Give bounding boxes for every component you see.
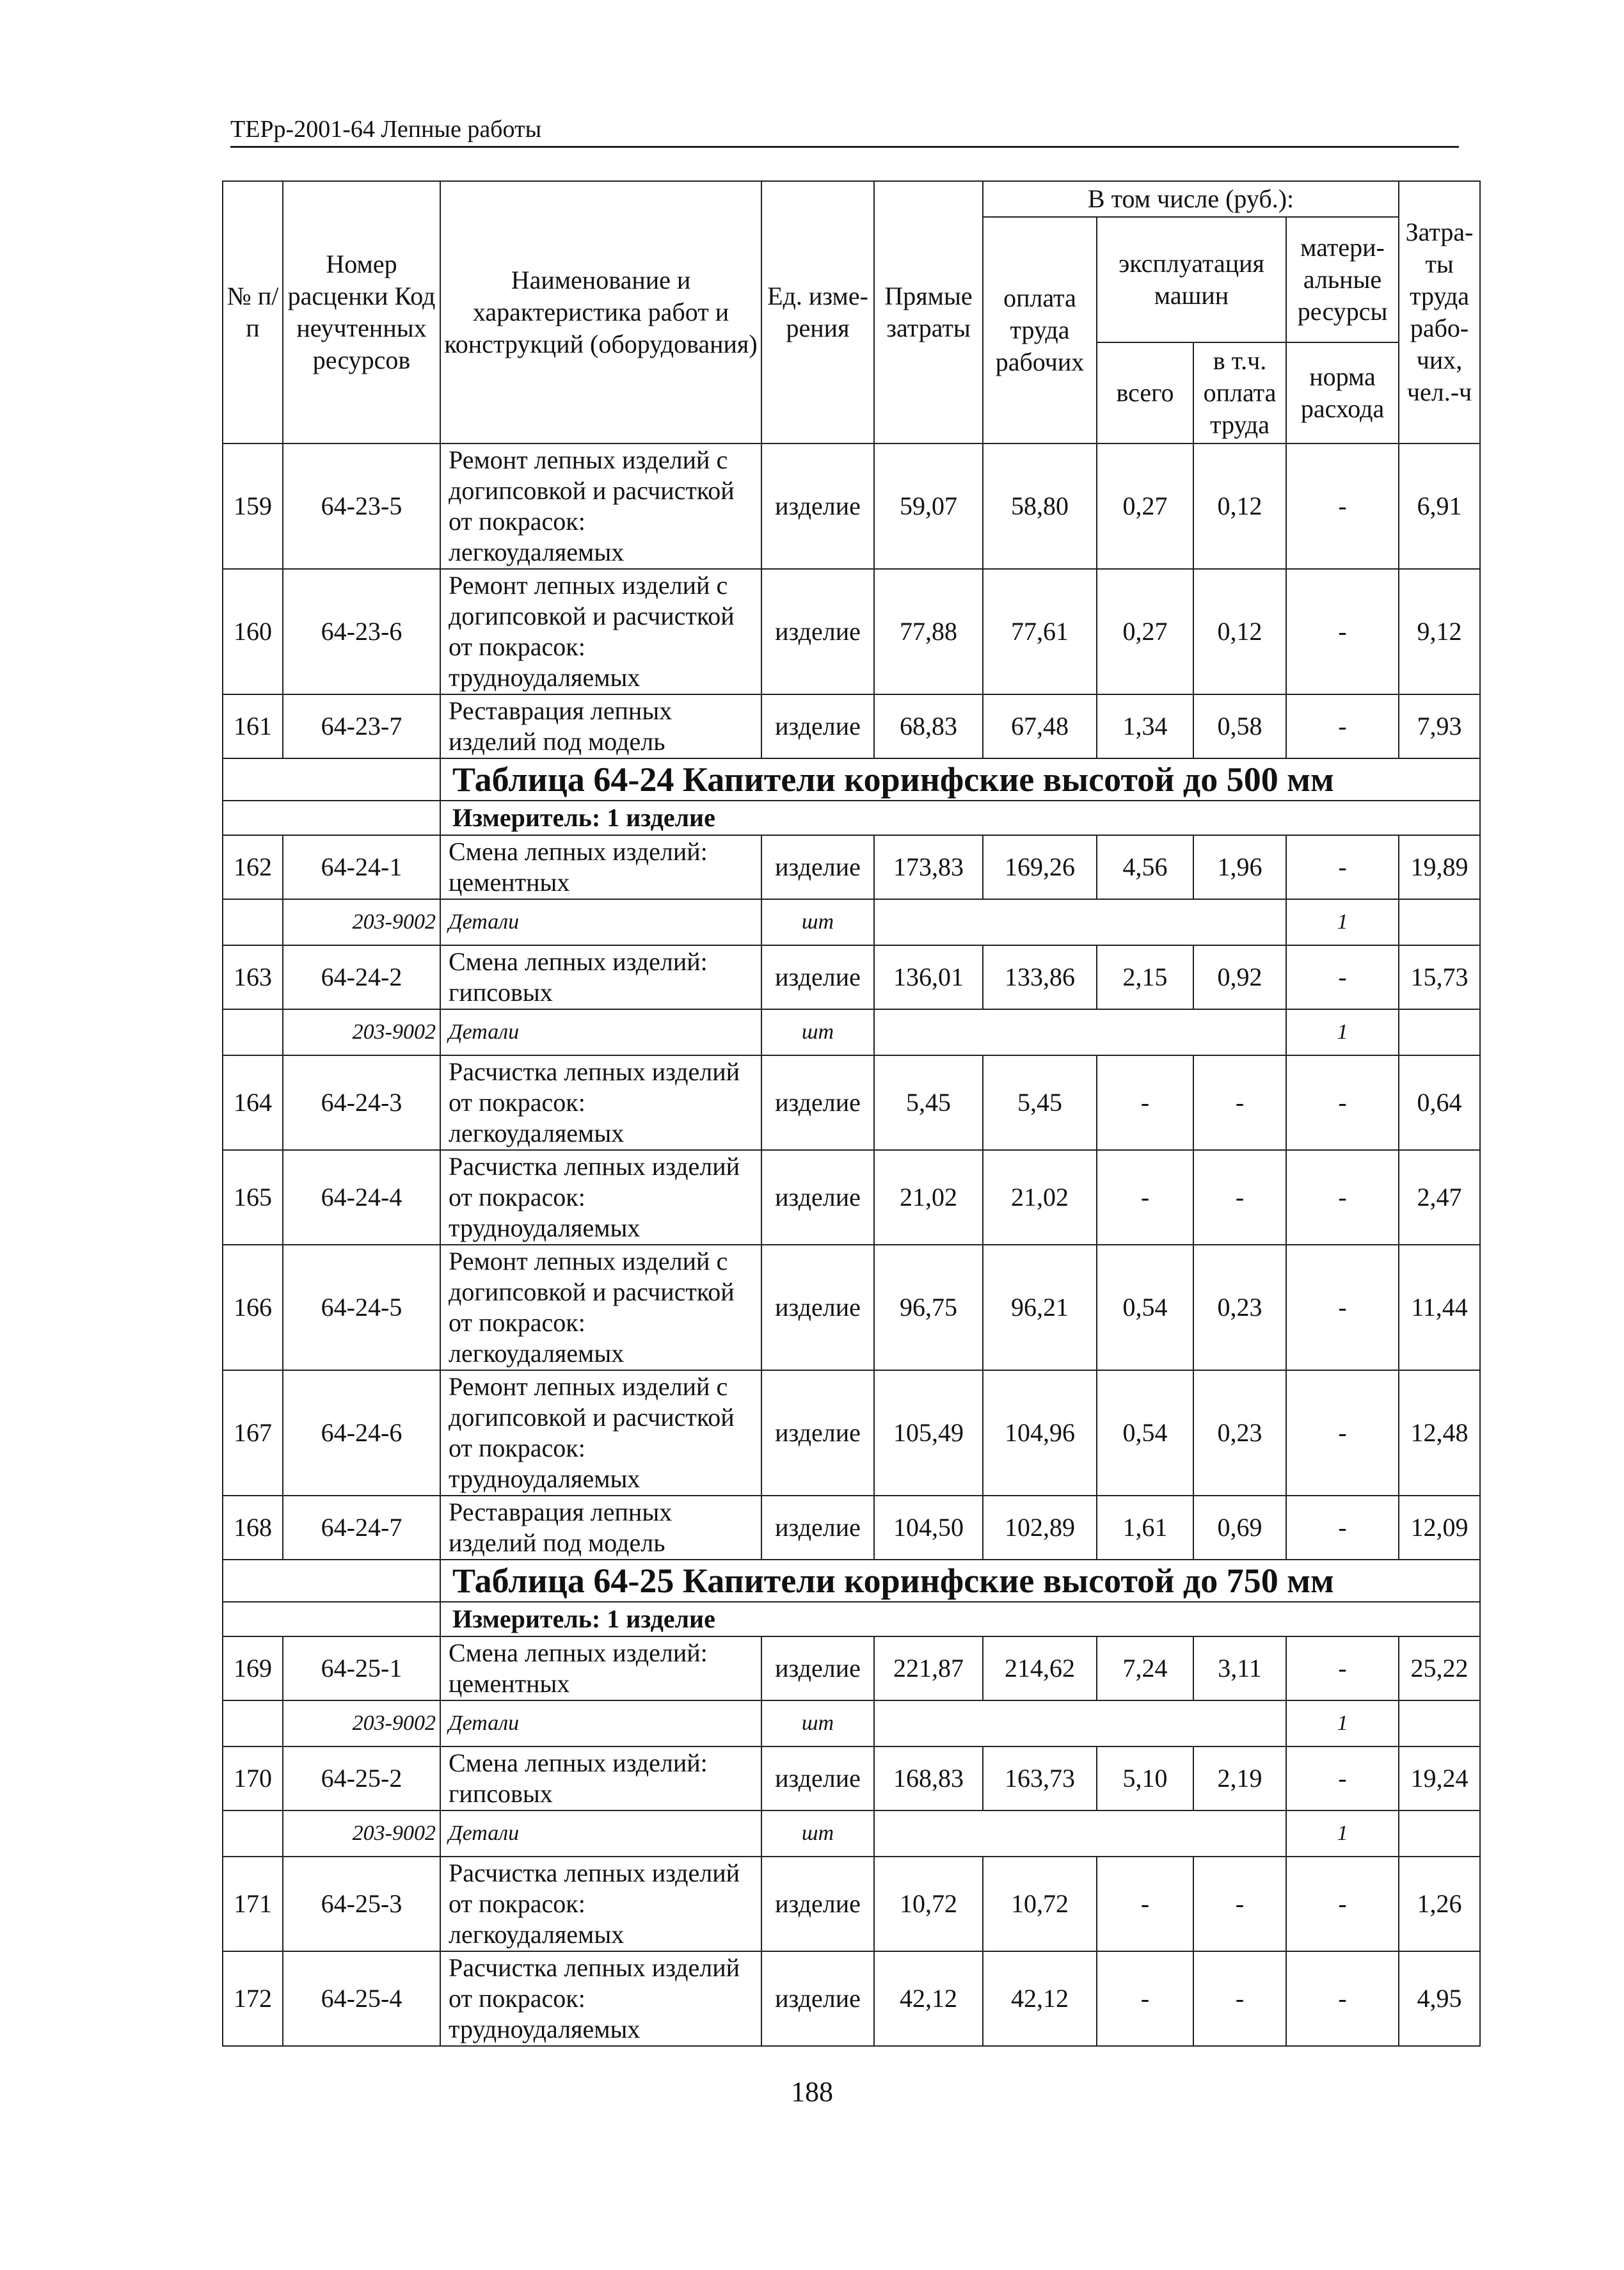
cell-work: 19,24 [1399, 1746, 1480, 1810]
resource-norm: 1 [1286, 899, 1399, 945]
cell-work: 1,26 [1399, 1857, 1480, 1951]
resource-norm: 1 [1286, 1009, 1399, 1055]
cell-code: 64-24-3 [283, 1055, 440, 1150]
cell-direct: 105,49 [874, 1370, 983, 1496]
resource-unit: шт [761, 899, 874, 945]
col-header-mat-norm: норма расхода [1286, 342, 1399, 444]
cell-code: 64-25-1 [283, 1636, 440, 1700]
col-header-mach-labor: в т.ч. оплата труда [1193, 342, 1286, 444]
table-measure-row [223, 801, 1480, 835]
cell-no: 159 [223, 444, 283, 569]
cell-direct: 68,83 [874, 694, 983, 758]
cell-labor: 102,89 [983, 1496, 1097, 1560]
cell-no: 171 [223, 1857, 283, 1951]
cell-direct: 96,75 [874, 1245, 983, 1370]
resource-code: 203-9002 [283, 1700, 440, 1746]
measure-64-24: Измеритель: 1 изделие [440, 801, 1480, 835]
cell-labor: 163,73 [983, 1746, 1097, 1810]
col-header-mach: эксплуатация машин [1097, 217, 1286, 342]
cell-mach: - [1097, 1951, 1193, 2046]
cell-mach: 7,24 [1097, 1636, 1193, 1700]
table-row [223, 694, 1480, 758]
cell-unit: изделие [761, 1245, 874, 1370]
cell-machlab: 1,96 [1193, 835, 1286, 899]
cell-unit: изделие [761, 1636, 874, 1700]
cell-mach: - [1097, 1857, 1193, 1951]
cell-machlab: - [1193, 1857, 1286, 1951]
cell-mat: - [1286, 1370, 1399, 1496]
cell-no: 168 [223, 1496, 283, 1560]
table-row [223, 1150, 1480, 1245]
col-header-code: Номер расценки Код неучтенных ресурсов [283, 181, 440, 444]
rates-table-container [222, 180, 1474, 2047]
cell-code: 64-24-2 [283, 945, 440, 1009]
cell-machlab: - [1193, 1951, 1286, 2046]
cell-code: 64-24-7 [283, 1496, 440, 1560]
cell-work: 4,95 [1399, 1951, 1480, 2046]
cell-mach: 0,54 [1097, 1245, 1193, 1370]
table-row [223, 835, 1480, 899]
cell-name: Смена лепных изделий: цементных [440, 1636, 761, 1700]
col-header-incl: В том числе (руб.): [983, 181, 1399, 217]
cell-name: Реставрация лепных изделий под модель [440, 1496, 761, 1560]
table-row [223, 1245, 1480, 1370]
cell-machlab: - [1193, 1055, 1286, 1150]
cell-work: 7,93 [1399, 694, 1480, 758]
cell-mach: 0,27 [1097, 569, 1193, 694]
cell-mach: 1,61 [1097, 1496, 1193, 1560]
cell-mach: 0,54 [1097, 1370, 1193, 1496]
cell-no: 162 [223, 835, 283, 899]
section-title-64-25: Таблица 64-25 Капители коринфские высотой до 750 мм [440, 1560, 1480, 1602]
col-header-mat: матери-альные ресурсы [1286, 217, 1399, 342]
cell-labor: 77,61 [983, 569, 1097, 694]
cell-direct: 168,83 [874, 1746, 983, 1810]
cell-mat: - [1286, 1150, 1399, 1245]
cell-mat: - [1286, 1636, 1399, 1700]
cell-direct: 136,01 [874, 945, 983, 1009]
cell-direct: 10,72 [874, 1857, 983, 1951]
cell-code: 64-23-5 [283, 444, 440, 569]
resource-unit: шт [761, 1009, 874, 1055]
resource-norm: 1 [1286, 1700, 1399, 1746]
cell-name: Расчистка лепных изделий от покрасок: легкоудаляемых [440, 1857, 761, 1951]
cell-direct: 173,83 [874, 835, 983, 899]
cell-no: 164 [223, 1055, 283, 1150]
resource-norm: 1 [1286, 1810, 1399, 1857]
cell-machlab: 0,92 [1193, 945, 1286, 1009]
cell-mach: 4,56 [1097, 835, 1193, 899]
cell-mat: - [1286, 945, 1399, 1009]
cell-mach: 5,10 [1097, 1746, 1193, 1810]
measure-64-25: Измеритель: 1 изделие [440, 1602, 1480, 1636]
cell-mach: 1,34 [1097, 694, 1193, 758]
cell-labor: 67,48 [983, 694, 1097, 758]
cell-work: 15,73 [1399, 945, 1480, 1009]
cell-machlab: 0,23 [1193, 1245, 1286, 1370]
cell-direct: 104,50 [874, 1496, 983, 1560]
cell-work: 9,12 [1399, 569, 1480, 694]
resource-code: 203-9002 [283, 899, 440, 945]
cell-unit: изделие [761, 835, 874, 899]
cell-unit: изделие [761, 1496, 874, 1560]
col-header-direct: Прямые затраты [874, 181, 983, 444]
cell-machlab: 0,58 [1193, 694, 1286, 758]
cell-machlab: 0,12 [1193, 444, 1286, 569]
cell-unit: изделие [761, 444, 874, 569]
cell-mach: 0,27 [1097, 444, 1193, 569]
col-header-work: Затра-ты труда рабо-чих, чел.-ч [1399, 181, 1480, 444]
table-measure-row [223, 1602, 1480, 1636]
table-header [223, 181, 1480, 444]
cell-mat: - [1286, 835, 1399, 899]
cell-labor: 5,45 [983, 1055, 1097, 1150]
col-header-mach-total: всего [1097, 342, 1193, 444]
section-title-64-24: Таблица 64-24 Капители коринфские высотой до 500 мм [440, 758, 1480, 801]
cell-name: Ремонт лепных изделий с догипсовкой и расчисткой от покрасок: легкоудаляемых [440, 1245, 761, 1370]
cell-mat: - [1286, 1951, 1399, 2046]
resource-row [223, 1009, 1480, 1055]
cell-labor: 133,86 [983, 945, 1097, 1009]
page-number: 188 [791, 2076, 833, 2107]
cell-code: 64-25-4 [283, 1951, 440, 2046]
page-header: ТЕРр-2001-64 Лепные работы [230, 114, 1459, 148]
table-row [223, 1746, 1480, 1810]
cell-name: Ремонт лепных изделий с догипсовкой и расчисткой от покрасок: трудноудаляемых [440, 569, 761, 694]
cell-no: 163 [223, 945, 283, 1009]
table-section-title [223, 758, 1480, 801]
cell-unit: изделие [761, 945, 874, 1009]
table-row [223, 1496, 1480, 1560]
table-row [223, 945, 1480, 1009]
cell-machlab: 3,11 [1193, 1636, 1286, 1700]
cell-machlab: 0,12 [1193, 569, 1286, 694]
cell-name: Ремонт лепных изделий с догипсовкой и расчисткой от покрасок: трудноудаляемых [440, 1370, 761, 1496]
cell-code: 64-23-7 [283, 694, 440, 758]
cell-labor: 96,21 [983, 1245, 1097, 1370]
cell-unit: изделие [761, 694, 874, 758]
resource-name: Детали [440, 1810, 761, 1857]
table-row [223, 1055, 1480, 1150]
cell-work: 6,91 [1399, 444, 1480, 569]
cell-mat: - [1286, 444, 1399, 569]
cell-work: 2,47 [1399, 1150, 1480, 1245]
rates-table [222, 180, 1481, 2047]
resource-unit: шт [761, 1700, 874, 1746]
resource-unit: шт [761, 1810, 874, 1857]
cell-name: Ремонт лепных изделий с догипсовкой и расчисткой от покрасок: легкоудаляемых [440, 444, 761, 569]
cell-direct: 42,12 [874, 1951, 983, 2046]
cell-direct: 21,02 [874, 1150, 983, 1245]
resource-code: 203-9002 [283, 1810, 440, 1857]
cell-mat: - [1286, 1055, 1399, 1150]
table-row [223, 1370, 1480, 1496]
resource-name: Детали [440, 1700, 761, 1746]
resource-row [223, 1810, 1480, 1857]
resource-row [223, 1700, 1480, 1746]
resource-code: 203-9002 [283, 1009, 440, 1055]
cell-machlab: - [1193, 1150, 1286, 1245]
cell-mat: - [1286, 1857, 1399, 1951]
cell-mat: - [1286, 569, 1399, 694]
cell-labor: 42,12 [983, 1951, 1097, 2046]
cell-mach: - [1097, 1150, 1193, 1245]
cell-work: 25,22 [1399, 1636, 1480, 1700]
cell-labor: 214,62 [983, 1636, 1097, 1700]
cell-no: 165 [223, 1150, 283, 1245]
cell-unit: изделие [761, 1370, 874, 1496]
cell-unit: изделие [761, 1150, 874, 1245]
cell-machlab: 0,69 [1193, 1496, 1286, 1560]
resource-row [223, 899, 1480, 945]
col-header-unit: Ед. изме-рения [761, 181, 874, 444]
cell-name: Смена лепных изделий: цементных [440, 835, 761, 899]
cell-no: 170 [223, 1746, 283, 1810]
col-header-labor: оплата труда рабочих [983, 217, 1097, 444]
cell-work: 0,64 [1399, 1055, 1480, 1150]
cell-name: Реставрация лепных изделий под модель [440, 694, 761, 758]
cell-work: 12,09 [1399, 1496, 1480, 1560]
cell-mat: - [1286, 1245, 1399, 1370]
cell-no: 172 [223, 1951, 283, 2046]
cell-direct: 5,45 [874, 1055, 983, 1150]
cell-labor: 169,26 [983, 835, 1097, 899]
cell-machlab: 0,23 [1193, 1370, 1286, 1496]
col-header-no: № п/п [223, 181, 283, 444]
cell-no: 161 [223, 694, 283, 758]
cell-name: Смена лепных изделий: гипсовых [440, 945, 761, 1009]
cell-work: 19,89 [1399, 835, 1480, 899]
cell-name: Расчистка лепных изделий от покрасок: трудноудаляемых [440, 1150, 761, 1245]
cell-labor: 58,80 [983, 444, 1097, 569]
cell-labor: 10,72 [983, 1857, 1097, 1951]
cell-name: Расчистка лепных изделий от покрасок: легкоудаляемых [440, 1055, 761, 1150]
cell-no: 169 [223, 1636, 283, 1700]
table-row [223, 1857, 1480, 1951]
cell-no: 160 [223, 569, 283, 694]
cell-machlab: 2,19 [1193, 1746, 1286, 1810]
cell-mat: - [1286, 1746, 1399, 1810]
table-section-title [223, 1560, 1480, 1602]
cell-mat: - [1286, 694, 1399, 758]
cell-no: 167 [223, 1370, 283, 1496]
cell-unit: изделие [761, 1746, 874, 1810]
cell-code: 64-24-5 [283, 1245, 440, 1370]
cell-work: 12,48 [1399, 1370, 1480, 1496]
cell-work: 11,44 [1399, 1245, 1480, 1370]
resource-name: Детали [440, 899, 761, 945]
cell-direct: 59,07 [874, 444, 983, 569]
cell-mach: 2,15 [1097, 945, 1193, 1009]
col-header-name: Наименование и характеристика работ и конструкций (оборудования) [440, 181, 761, 444]
table-row [223, 1951, 1480, 2046]
cell-mat: - [1286, 1496, 1399, 1560]
cell-direct: 221,87 [874, 1636, 983, 1700]
cell-name: Расчистка лепных изделий от покрасок: трудноудаляемых [440, 1951, 761, 2046]
cell-code: 64-25-3 [283, 1857, 440, 1951]
cell-no: 166 [223, 1245, 283, 1370]
cell-unit: изделие [761, 1055, 874, 1150]
table-row [223, 444, 1480, 569]
resource-name: Детали [440, 1009, 761, 1055]
cell-code: 64-25-2 [283, 1746, 440, 1810]
cell-code: 64-24-1 [283, 835, 440, 899]
cell-code: 64-24-6 [283, 1370, 440, 1496]
cell-unit: изделие [761, 569, 874, 694]
cell-code: 64-23-6 [283, 569, 440, 694]
table-row [223, 1636, 1480, 1700]
cell-name: Смена лепных изделий: гипсовых [440, 1746, 761, 1810]
cell-mach: - [1097, 1055, 1193, 1150]
cell-labor: 104,96 [983, 1370, 1097, 1496]
cell-direct: 77,88 [874, 569, 983, 694]
cell-unit: изделие [761, 1857, 874, 1951]
cell-code: 64-24-4 [283, 1150, 440, 1245]
cell-labor: 21,02 [983, 1150, 1097, 1245]
table-row [223, 569, 1480, 694]
cell-unit: изделие [761, 1951, 874, 2046]
